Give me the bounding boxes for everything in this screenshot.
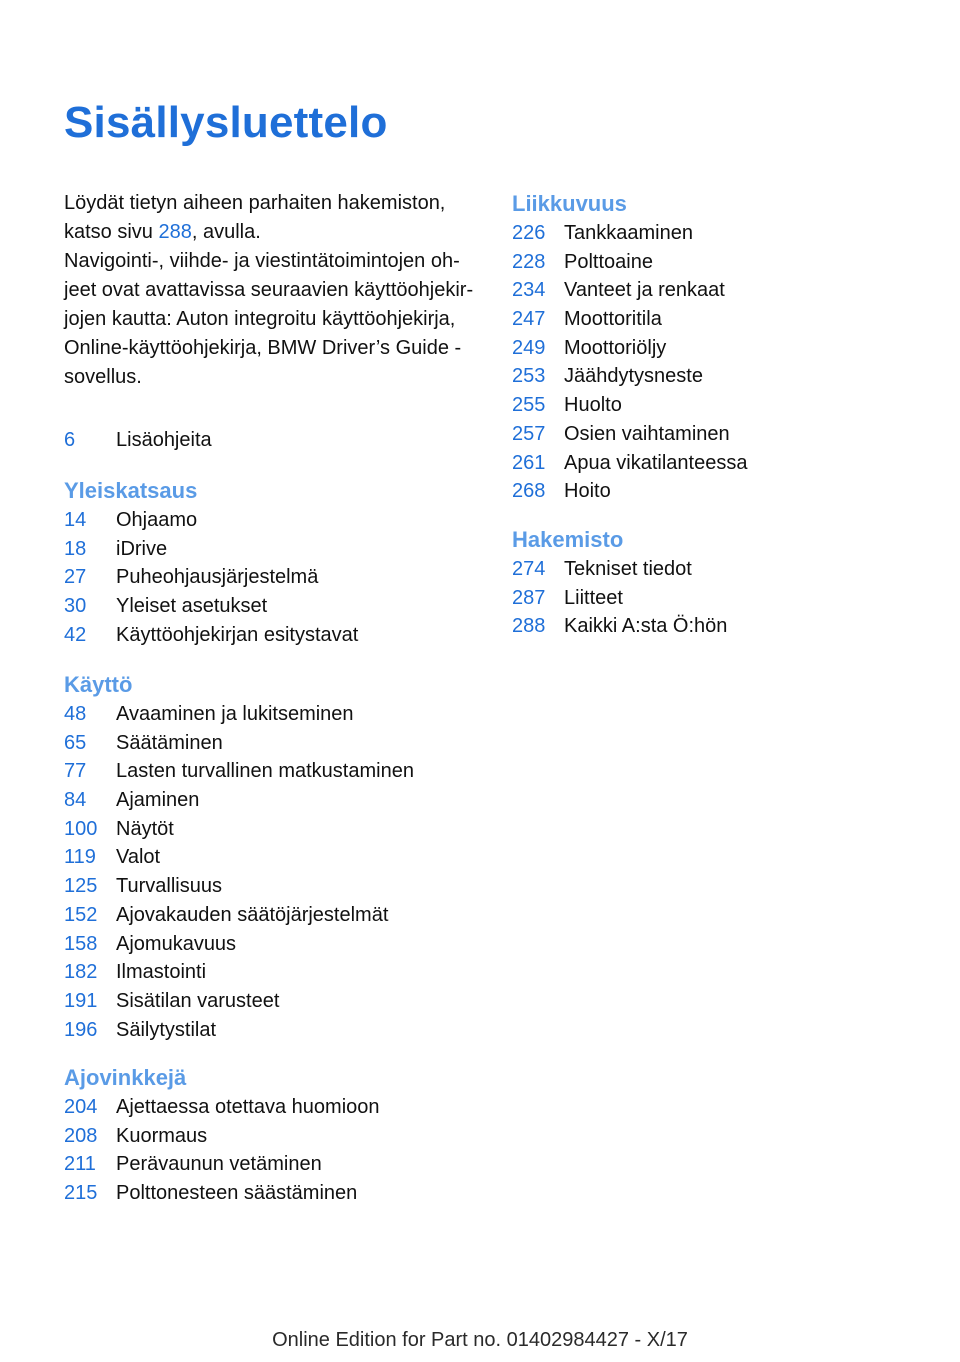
toc-entry[interactable]	[64, 958, 464, 987]
entry-label: Käyttöohjekirjan esitystavat	[116, 623, 359, 646]
toc-entry[interactable]	[512, 449, 912, 478]
toc-entry[interactable]	[512, 555, 912, 584]
entry-label: Säätäminen	[116, 731, 223, 754]
intro-text-end: , avulla.	[191, 221, 261, 243]
page-number[interactable]: 48	[64, 703, 87, 725]
entry-label: Polttoaine	[564, 250, 653, 273]
toc-section-liikkuvuus	[512, 189, 912, 506]
section-heading: Käyttö	[64, 672, 133, 697]
toc-section-kaytto	[64, 670, 464, 1044]
page-number[interactable]: 249	[512, 336, 546, 359]
entry-label: Moottoritila	[564, 308, 662, 331]
page-number[interactable]: 65	[64, 731, 87, 754]
entry-label: Vanteet ja renkaat	[564, 279, 725, 302]
toc-entry[interactable]	[64, 815, 464, 844]
intro-paragraph-2: Navigointi-, viihde- ja viestintätoimintojen ohjeet ovat avattavissa seuraavien käyttöohjekirjojen kautta: Auton integroitu käyttöohjekirja, Online-käyttöohjekirja, BMW Driver’s Guide -sovellus.	[64, 250, 474, 388]
entry-label: Perävaunun vetäminen	[116, 1153, 322, 1176]
page-number[interactable]: 255	[512, 394, 546, 417]
toc-entry[interactable]	[64, 987, 464, 1016]
entry-label: Lasten turvallinen matkustaminen	[116, 760, 414, 783]
index-page-link[interactable]: 288	[158, 221, 192, 243]
toc-entry[interactable]	[512, 305, 912, 334]
section-heading: Hakemisto	[512, 527, 624, 552]
page-number[interactable]: 182	[64, 961, 98, 984]
entry-label: Jäähdytysneste	[564, 365, 703, 388]
toc-entry[interactable]	[64, 786, 464, 815]
entry-label: Osien vaihtaminen	[564, 422, 730, 445]
entry-label: Ajomukavuus	[116, 932, 237, 955]
toc-entry[interactable]	[64, 1179, 464, 1208]
entry-label: Kuormaus	[116, 1124, 208, 1147]
toc-section-ajovinkkeja	[64, 1063, 464, 1208]
page-number[interactable]: 30	[64, 595, 87, 618]
page-number[interactable]: 158	[64, 932, 98, 955]
page-number[interactable]: 14	[64, 509, 87, 531]
toc-section-intro	[64, 426, 464, 455]
page-title: Sisällysluettelo	[64, 98, 388, 147]
entry-label: Säilytystilat	[116, 1018, 217, 1041]
page-number[interactable]: 234	[512, 279, 546, 302]
page-number[interactable]: 84	[64, 789, 87, 812]
page-number[interactable]: 261	[512, 451, 546, 474]
entry-label: Ajaminen	[116, 789, 200, 812]
footer	[0, 1329, 960, 1352]
entry-label: Ohjaamo	[116, 509, 198, 531]
toc-entry[interactable]	[512, 276, 912, 305]
page-number[interactable]: 100	[64, 817, 98, 840]
entry-label: Tekniset tiedot	[564, 558, 692, 580]
toc-entry[interactable]	[64, 1016, 464, 1045]
page-number[interactable]: 247	[512, 308, 546, 331]
page-number[interactable]: 191	[64, 989, 98, 1012]
page-number[interactable]: 18	[64, 537, 87, 560]
toc-entry[interactable]	[512, 248, 912, 277]
entry-label: iDrive	[116, 537, 168, 560]
toc-entry[interactable]	[64, 930, 464, 959]
toc-entry[interactable]	[512, 420, 912, 449]
entry-label: Avaaminen ja lukitseminen	[116, 703, 354, 725]
toc-entry[interactable]	[64, 1122, 464, 1151]
intro-paragraph-1	[64, 189, 474, 247]
toc-entry[interactable]	[64, 1150, 464, 1179]
section-heading: Liikkuvuus	[512, 191, 627, 216]
toc-entry[interactable]	[512, 334, 912, 363]
entry-label: Polttonesteen säästäminen	[116, 1182, 358, 1205]
toc-entry[interactable]	[512, 391, 912, 420]
page-number[interactable]: 211	[64, 1153, 96, 1176]
entry-label: Moottoriöljy	[564, 336, 667, 359]
toc-entry[interactable]	[64, 563, 464, 592]
entry-label: Ilmastointi	[116, 961, 207, 984]
entry-label: Puheohjausjärjestelmä	[116, 566, 319, 589]
toc-section-yleiskatsaus	[64, 476, 464, 649]
page-number[interactable]: 208	[64, 1124, 98, 1147]
page-number[interactable]: 288	[512, 615, 546, 638]
entry-label: Liitteet	[564, 586, 623, 609]
toc-entry[interactable]	[64, 535, 464, 564]
page-number[interactable]: 119	[64, 846, 96, 869]
footer-text: Online Edition for Part no. 01402984427 - X/17	[272, 1329, 688, 1351]
toc-entry[interactable]	[512, 584, 912, 613]
entry-label: Yleiset asetukset	[116, 595, 268, 618]
page-number[interactable]: 257	[512, 422, 546, 445]
entry-label: Lisäohjeita	[116, 429, 212, 451]
entry-label: Apua vikatilanteessa	[564, 451, 748, 474]
toc-entry[interactable]	[64, 700, 464, 729]
page-number[interactable]: 253	[512, 365, 546, 388]
page-number[interactable]: 268	[512, 480, 546, 503]
toc-entry[interactable]	[512, 362, 912, 391]
page-number[interactable]: 27	[64, 566, 87, 589]
entry-label: Näytöt	[116, 817, 174, 840]
section-heading: Ajovinkkejä	[64, 1065, 187, 1090]
toc-entry[interactable]	[512, 612, 912, 641]
page-number[interactable]: 196	[64, 1018, 98, 1041]
entry-label: Hoito	[564, 480, 611, 503]
page-number[interactable]: 228	[512, 250, 546, 273]
page-number[interactable]: 215	[64, 1182, 98, 1205]
toc-entry[interactable]	[512, 219, 912, 248]
entry-label: Sisätilan varusteet	[116, 989, 280, 1012]
toc-entry[interactable]	[64, 729, 464, 758]
page-number[interactable]: 125	[64, 875, 98, 898]
entry-label: Ajovakauden säätöjärjestelmät	[116, 903, 389, 926]
intro-text: Löydät tietyn aiheen parhaiten hakemiston, katso sivu	[64, 192, 446, 243]
toc-entry[interactable]	[64, 757, 464, 786]
entry-label: Turvallisuus	[116, 875, 222, 898]
toc-entry[interactable]	[64, 592, 464, 621]
page-number[interactable]: 274	[512, 558, 546, 580]
toc-entry[interactable]	[64, 426, 464, 455]
toc-entry[interactable]	[64, 901, 464, 930]
page-number[interactable]: 204	[64, 1096, 98, 1118]
entry-label: Kaikki A:sta Ö:hön	[564, 615, 728, 638]
entry-label: Valot	[116, 846, 161, 869]
page-number[interactable]: 287	[512, 586, 546, 609]
entry-label: Ajettaessa otettava huomioon	[116, 1096, 380, 1118]
page-number[interactable]: 42	[64, 623, 87, 646]
toc-entry[interactable]	[64, 843, 464, 872]
entry-label: Huolto	[564, 394, 622, 417]
section-heading: Yleiskatsaus	[64, 478, 198, 503]
entry-label: Tankkaaminen	[564, 222, 693, 244]
toc-section-hakemisto	[512, 525, 912, 641]
page-number[interactable]: 152	[64, 903, 98, 926]
page-number[interactable]: 6	[64, 429, 76, 451]
toc-entry[interactable]	[64, 506, 464, 535]
toc-entry[interactable]	[64, 621, 464, 650]
toc-entry[interactable]	[64, 872, 464, 901]
toc-entry[interactable]	[512, 477, 912, 506]
page-number[interactable]: 77	[64, 760, 87, 783]
page-number[interactable]: 226	[512, 222, 546, 244]
toc-entry[interactable]	[64, 1093, 464, 1122]
